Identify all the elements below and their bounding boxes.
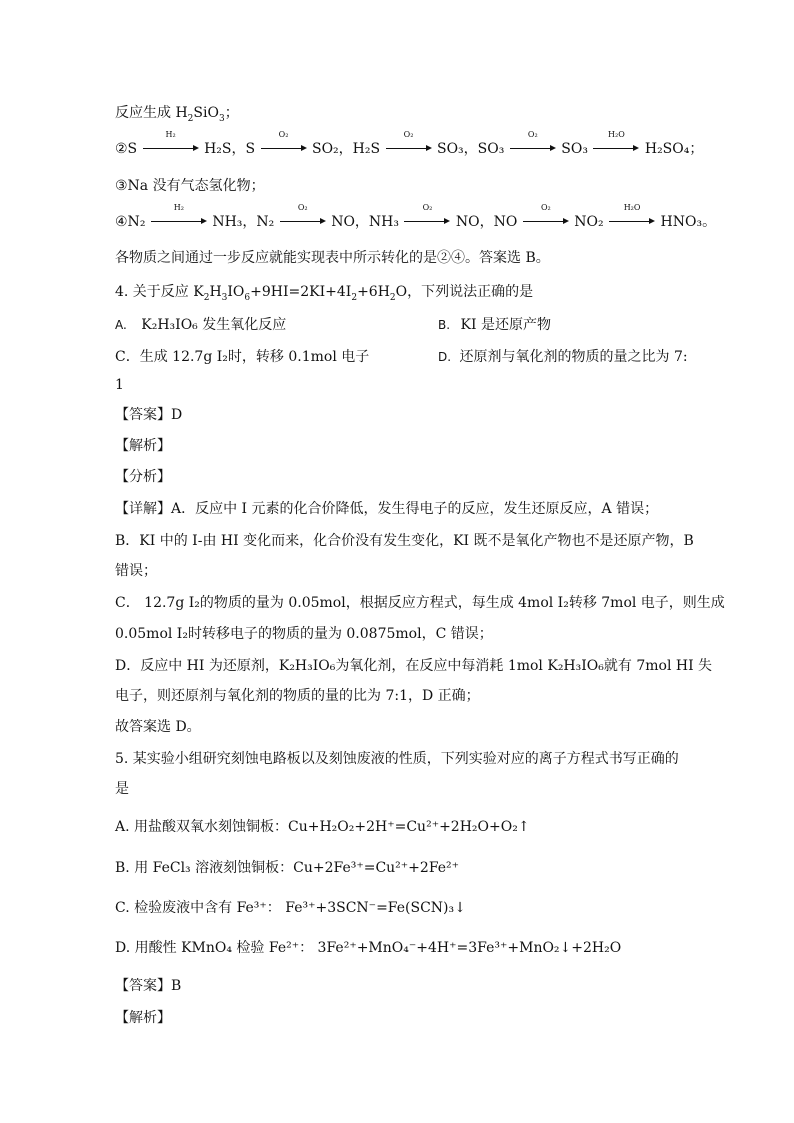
option-d-wrap (115, 376, 124, 394)
text-fragment: 电子，则还原剂与氧化剂的物质的量的比为 7:1，D 正确； (115, 688, 480, 704)
option-d (115, 939, 621, 957)
option-c (115, 346, 369, 366)
text-fragment: NO₂ (574, 214, 604, 230)
option-text: KI 是还原产物 (460, 317, 551, 333)
text-line (115, 177, 265, 195)
text-fragment: B．KI 中的 I-由 HI 变化而来，化合价没有发生变化，KI 既不是氧化产物也不是还原产物，B (115, 533, 694, 549)
text-fragment: SO₂，H₂S (311, 141, 381, 157)
text-fragment: 是 (115, 781, 129, 797)
option-label: B. (438, 318, 451, 332)
arrow-label: O₂ (403, 130, 414, 139)
option-label: D. (438, 350, 452, 364)
text-fragment: D．反应中 HI 为还原剂，K₂H₃IO₆为氧化剂，在反应中每消耗 1mol K₂H₃IO₆就有 7mol HI 失 (115, 658, 713, 674)
explanation-c-wrap (115, 625, 493, 643)
text-fragment: 【详解】A．反应中 I 元素的化合价降低，发生得电子的反应，发生还原反应，A 错误； (115, 501, 659, 517)
text-fragment: O，下列说法正确的是 (395, 284, 534, 300)
arrow-label: O₂ (540, 203, 551, 212)
text-fragment: +9HI=2KI+4I (250, 284, 352, 300)
text-fragment: SO₃，SO₃ (436, 141, 505, 157)
explanation-c (115, 594, 725, 612)
fenxi-tag (115, 468, 171, 486)
option-text: A. 用盐酸双氧水刻蚀铜板：Cu+H₂O₂+2H⁺=Cu²⁺+2H₂O+O₂↑ (115, 819, 530, 835)
text-fragment: IO (227, 284, 245, 300)
analysis-tag (115, 1009, 171, 1027)
answer-tag (115, 406, 182, 424)
text-fragment: SiO (193, 105, 219, 121)
text-fragment: 【解析】 (115, 1010, 171, 1026)
reaction-arrow (386, 130, 432, 158)
option-text: K₂H₃IO₆ 发生氧化反应 (141, 317, 287, 333)
option-c (115, 899, 466, 917)
arrow-label: O₂ (527, 130, 538, 139)
option-a (115, 818, 530, 836)
option-text: D. 用酸性 KMnO₄ 检验 Fe²⁺： 3Fe²⁺+MnO₄⁻+4H⁺=3Fe³⁺+MnO₂↓+2H₂O (115, 940, 622, 956)
explanation-a (115, 500, 658, 518)
text-fragment: ③Na 没有气态氢化物； (115, 178, 265, 194)
text-fragment: C． 12.7g I₂的物质的量为 0.05mol，根据反应方程式，每生成 4mol I₂转移 7mol 电子，则生成 (115, 595, 725, 611)
reaction-arrow (261, 130, 307, 158)
text-fragment: ； (224, 105, 239, 121)
text-fragment: 4. 关于反应 K (115, 284, 204, 300)
option-label: A. (115, 318, 127, 332)
text-fragment: H₂S，S (204, 141, 256, 157)
text-fragment: ₂ (139, 214, 146, 230)
analysis-tag (115, 437, 171, 455)
subscript: 3 (218, 113, 225, 124)
reaction-arrow (523, 203, 569, 231)
arrow-label: O₂ (297, 203, 308, 212)
text-fragment: 错误； (115, 563, 157, 579)
reaction-arrow (404, 203, 450, 231)
answer-tag (115, 977, 181, 995)
option-a (115, 314, 286, 334)
text-fragment: 反应生成 H (115, 105, 188, 121)
question-5-stem (115, 750, 679, 768)
text-line (115, 249, 550, 267)
text-fragment: 【解析】 (115, 438, 171, 454)
text-fragment: +6H (357, 284, 390, 300)
sulfur-conversion-line (115, 130, 704, 158)
text-fragment: 【答案】D (115, 407, 183, 423)
option-b (115, 859, 459, 877)
arrow-label: H₂O (608, 130, 625, 139)
subscript: 2 (187, 113, 194, 124)
text-fragment: 0.05mol I₂时转移电子的物质的量为 0.0875mol，C 错误； (115, 626, 493, 642)
text-fragment: H (209, 284, 222, 300)
text-fragment: NH₃，N₂ (212, 214, 275, 230)
question-5-stem-wrap (115, 780, 129, 798)
text-fragment: 【答案】B (115, 978, 182, 994)
reaction-arrow (609, 203, 655, 231)
reaction-arrow (143, 130, 199, 158)
text-fragment: ②S (115, 141, 138, 157)
option-label: C． (115, 349, 140, 365)
option-b (438, 314, 551, 334)
reaction-arrow (280, 203, 326, 231)
arrow-label: H₂O (623, 203, 641, 212)
arrow-label: H₂ (173, 203, 184, 212)
reaction-arrow (593, 130, 639, 158)
text-fragment: NO，NH₃ (331, 214, 399, 230)
arrow-label: O₂ (278, 130, 289, 139)
reaction-arrow (151, 203, 207, 231)
explanation-b-wrap (115, 562, 157, 580)
explanation-d (115, 657, 712, 675)
text-fragment: 1 (115, 377, 124, 393)
option-text: 还原剂与氧化剂的物质的量之比为 7: (459, 349, 688, 365)
conclusion (115, 718, 201, 736)
explanation-b (115, 532, 694, 550)
text-fragment: HNO₃。 (660, 214, 717, 230)
text-fragment: 故答案选 D。 (115, 719, 201, 735)
option-text: 生成 12.7g I₂时，转移 0.1mol 电子 (139, 349, 370, 365)
reaction-arrow (510, 130, 556, 158)
text-fragment: 5. 某实验小组研究刻蚀电路板以及刻蚀废液的性质，下列实验对应的离子方程式书写正确的 (115, 751, 679, 767)
text-fragment: 【分析】 (115, 469, 171, 485)
option-text: B. 用 FeCl₃ 溶液刻蚀铜板：Cu+2Fe³⁺=Cu²⁺+2Fe²⁺ (115, 860, 460, 876)
text-fragment: 各物质之间通过一步反应就能实现表中所示转化的是②④。答案选 B。 (115, 250, 550, 266)
arrow-label: H₂ (165, 130, 176, 139)
arrow-label: O₂ (422, 203, 433, 212)
option-text: C. 检验废液中含有 Fe³⁺： Fe³⁺+3SCN⁻=Fe(SCN)₃↓ (115, 900, 466, 916)
question-4-stem: 4. 关于反应 $K_2H_3IO_6+9HI=2KI+4I_2+6H_2O$，下列说法正确的是 (115, 284, 534, 303)
text-fragment: H₂SO₄； (644, 141, 704, 157)
text-fragment: ④N (115, 214, 140, 230)
option-d (438, 346, 688, 366)
text-fragment: SO₃ (561, 141, 588, 157)
text-fragment: NO，NO (455, 214, 518, 230)
nitrogen-conversion-line (115, 203, 717, 231)
explanation-d-wrap (115, 687, 480, 705)
text-line (115, 104, 239, 128)
